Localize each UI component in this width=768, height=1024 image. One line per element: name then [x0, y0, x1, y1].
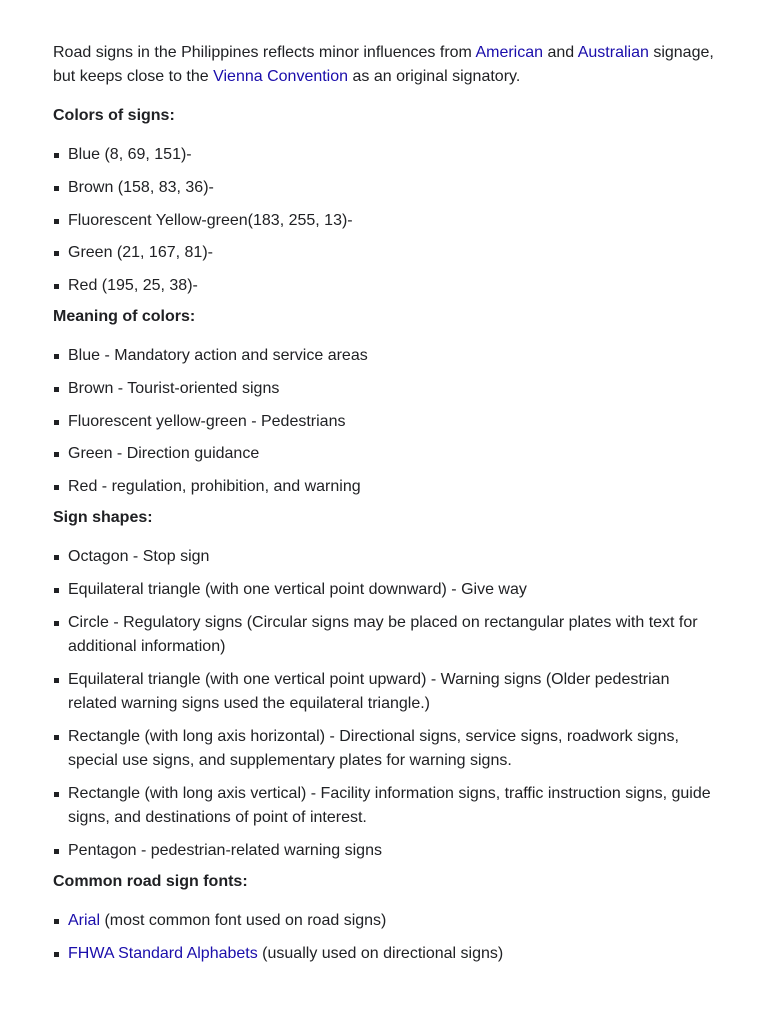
list-item — [53, 611, 715, 659]
list-item-text: Green - Direction guidance — [68, 445, 260, 463]
list-item-text: Red (195, 25, 38)- — [68, 277, 198, 295]
bullet-icon — [54, 284, 59, 289]
list-item-text: Rectangle (with long axis vertical) - Facility information signs, traffic instruction signs, guide signs, and destinations of point of interest. — [68, 784, 711, 826]
intro-paragraph — [53, 41, 715, 89]
bullet-icon — [54, 420, 59, 425]
list-item — [53, 942, 715, 966]
meaning-list — [53, 344, 715, 499]
list-item-text: Octagon - Stop sign — [68, 547, 210, 565]
colors-heading: Colors of signs: — [53, 107, 175, 124]
intro-text-1: Road signs in the Philippines reflects minor influences from — [53, 44, 476, 61]
bullet-icon — [54, 678, 59, 683]
fhwa-standard-alphabets-link[interactable]: FHWA Standard Alphabets — [68, 944, 258, 962]
vienna-convention-link[interactable]: Vienna Convention — [213, 68, 349, 85]
list-item — [53, 241, 715, 265]
intro-text-4: as an original signatory. — [348, 68, 521, 85]
bullet-icon — [54, 849, 59, 854]
list-item-text: Rectangle (with long axis horizontal) - Directional signs, service signs, roadwork signs, special use signs, and supplementary plates for warning signs. — [68, 727, 679, 769]
list-item-text: Circle - Regulatory signs (Circular signs may be placed on rectangular plates with text for additional information) — [68, 613, 698, 655]
list-item-text: Brown - Tourist-oriented signs — [68, 379, 280, 397]
list-item — [53, 377, 715, 401]
list-item-text: Fluorescent yellow-green - Pedestrians — [68, 412, 346, 430]
list-item — [53, 442, 715, 466]
intro-text-3: signage, but keeps close to the — [53, 44, 714, 85]
list-item-text: Red - regulation, prohibition, and warning — [68, 478, 361, 496]
list-item-text: Blue (8, 69, 151)- — [68, 146, 192, 163]
bullet-icon — [54, 219, 59, 224]
list-item — [53, 782, 715, 830]
bullet-icon — [54, 485, 59, 490]
list-item-text: Blue - Mandatory action and service areas — [68, 346, 368, 364]
bullet-icon — [54, 452, 59, 457]
bullet-icon — [54, 555, 59, 560]
list-item — [53, 668, 715, 716]
list-item-text: Equilateral triangle (with one vertical point downward) - Give way — [68, 580, 527, 598]
list-item-text: Pentagon - pedestrian-related warning signs — [68, 841, 382, 859]
list-item — [53, 274, 715, 298]
bullet-icon — [54, 588, 59, 593]
list-item — [53, 725, 715, 773]
intro-text-2: and — [543, 44, 578, 61]
list-item-text: Brown (158, 83, 36)- — [68, 178, 214, 196]
list-item — [53, 839, 715, 863]
bullet-icon — [54, 952, 59, 957]
american-link[interactable]: American — [475, 44, 544, 61]
list-item — [53, 410, 715, 434]
shapes-heading: Sign shapes: — [53, 508, 153, 526]
fonts-heading: Common road sign fonts: — [53, 872, 248, 890]
bullet-icon — [54, 621, 59, 626]
arial-link[interactable]: Arial — [68, 911, 101, 929]
shapes-list — [53, 545, 715, 863]
bullet-icon — [54, 354, 59, 359]
list-item — [53, 209, 715, 233]
list-item-text: (usually used on directional signs) — [257, 944, 504, 962]
list-item-text: Equilateral triangle (with one vertical point upward) - Warning signs (Older pedestrian related warning signs used the equilateral triangle.) — [68, 670, 670, 712]
bullet-icon — [54, 919, 59, 924]
list-item — [53, 176, 715, 200]
meaning-heading: Meaning of colors: — [53, 307, 196, 325]
list-item-text: Fluorescent Yellow-green(183, 255, 13)- — [68, 211, 353, 229]
bullet-icon — [54, 186, 59, 191]
bullet-icon — [54, 251, 59, 256]
fonts-list — [53, 909, 715, 966]
list-item — [53, 344, 715, 368]
bullet-icon — [54, 153, 59, 158]
bullet-icon — [54, 735, 59, 740]
list-item — [53, 545, 715, 569]
colors-list — [53, 143, 715, 298]
australian-link[interactable]: Australian — [577, 44, 649, 61]
bullet-icon — [54, 387, 59, 392]
list-item-text: Green (21, 167, 81)- — [68, 244, 213, 262]
list-item — [53, 475, 715, 499]
list-item-text: (most common font used on road signs) — [100, 911, 387, 929]
bullet-icon — [54, 792, 59, 797]
list-item — [53, 143, 715, 167]
list-item — [53, 578, 715, 602]
list-item — [53, 909, 715, 933]
